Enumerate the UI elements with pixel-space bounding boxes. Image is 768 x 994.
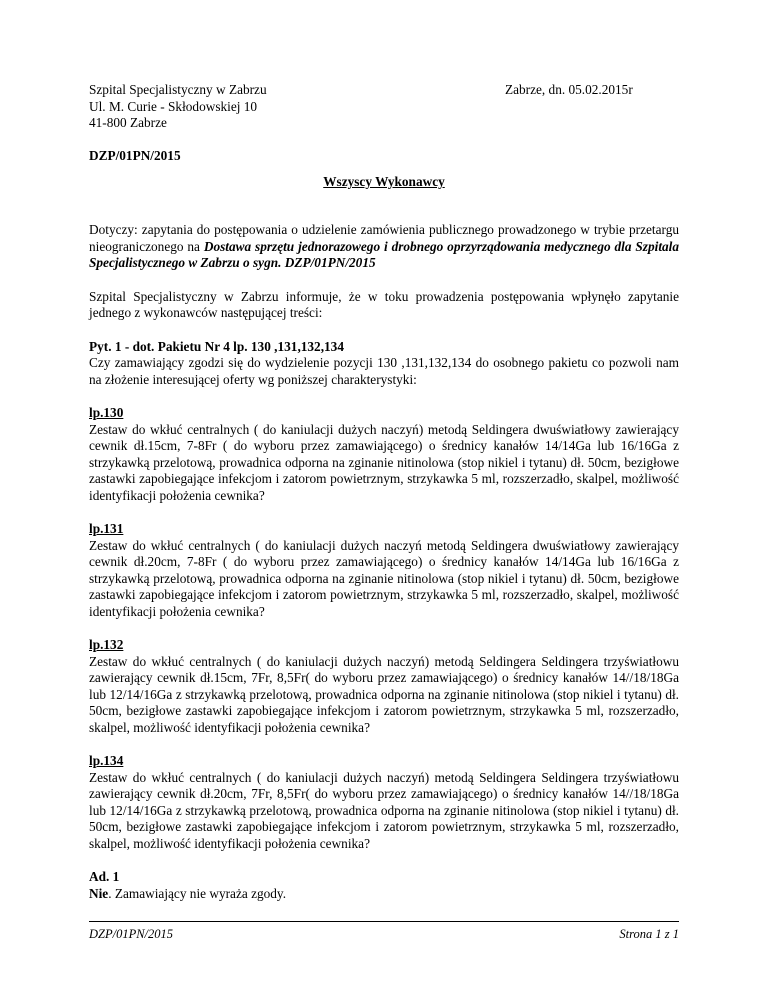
item-block-131 xyxy=(89,521,679,620)
subject-prefix: Dotyczy: zapytania do postępowania o udzielenie zamówienia publicznego prowadzonego w trybie przetargu nieograniczonego na xyxy=(89,222,679,254)
item-label: lp.132 xyxy=(89,637,124,652)
item-label: lp.134 xyxy=(89,753,124,768)
subject-paragraph xyxy=(89,222,679,272)
sender-address xyxy=(89,82,267,132)
question-heading: Pyt. 1 - dot. Pakietu Nr 4 lp. 130 ,131,132,134 xyxy=(89,338,344,354)
footer-reference: DZP/01PN/2015 xyxy=(89,927,174,941)
question-text: Czy zamawiający zgodzi się do wydzielenie pozycji 130 ,131,132,134 do osobnego pakietu co pozwoli nam na złożenie interesującej oferty wg poniższej charakterystyki: xyxy=(89,355,679,387)
answer-heading: Ad. 1 xyxy=(89,869,120,884)
item-block-130 xyxy=(89,405,679,504)
place-date: Zabrze, dn. 05.02.2015r xyxy=(505,82,633,97)
answer-text xyxy=(89,886,679,903)
item-label: lp.131 xyxy=(89,521,124,536)
subject-title: Dostawa sprzętu jednorazowego i drobnego oprzyrządowania medycznego dla Szpitala Specjalistycznego w Zabrzu o sygn. DZP/01PN/2015 xyxy=(89,238,680,270)
question-block xyxy=(89,339,679,389)
answer-rest: . Zamawiający nie wyraża zgody. xyxy=(108,885,287,901)
item-block-134 xyxy=(89,753,679,852)
reference-number: DZP/01PN/2015 xyxy=(89,148,181,163)
answer-bold: Nie xyxy=(89,885,109,901)
item-text: Zestaw do wkłuć centralnych ( do kaniulacji dużych naczyń) metodą Seldingera Seldingera trzyświatłowu zawierający cewnik dł.20cm, 7Fr, 8,5Fr( do wyboru przez zamawiającego) o średnicy kanałów 14//18/18Ga lub 12/14/16Ga z strzykawką przelotową, prowadnica odporna na zginanie nitinolowa (stop nikiel i tytanu) dł. 50cm, bezigłowe zastawki zapobiegające infekcjom i zatorom powietrznym, strzykawka 5 ml, rozszerzadło, skalpel, możliwość identyfikacji położenia cewnika? xyxy=(89,769,679,851)
addressee: Wszyscy Wykonawcy xyxy=(323,174,445,189)
item-text: Zestaw do wkłuć centralnych ( do kaniulacji dużych naczyń) metodą Seldingera Seldingera trzyświatłowu zawierający cewnik dł.15cm, 7Fr, 8,5Fr( do wyboru przez zamawiającego) o średnicy kanałów 14//18/18Ga lub 12/14/16Ga z strzykawką przelotową, prowadnica odporna na zginanie nitinolowa (stop nikiel i tytanu) dł. 50cm, bezigłowe zastawki zapobiegające infekcjom i zatorom powietrznym, strzykawka 5 ml, rozszerzadło, skalpel, możliwość identyfikacji położenia cewnika? xyxy=(89,653,679,735)
footer-divider xyxy=(89,921,679,922)
sender-city: 41-800 Zabrze xyxy=(89,115,167,130)
answer-block xyxy=(89,869,679,902)
item-text: Zestaw do wkłuć centralnych ( do kaniulacji dużych naczyń metodą Seldingera dwuświatłowy zawierający cewnik dł.20cm, 7-8Fr ( do wyboru przez zamawiającego) o średnicy kanałów 14/14Ga lub 16/16Ga z strzykawką przelotową, prowadnica odporna na zginanie nitinolowa (stop nikiel i tytanu) dł. 50cm, bezigłowe zastawki zapobiegające infekcjom i zatorom powietrznym, strzykawka 5 ml, rozszerzadło, skalpel, możliwość identyfikacji położenia cewnika? xyxy=(89,537,679,619)
letter-body xyxy=(89,222,679,919)
footer-page-number: Strona 1 z 1 xyxy=(619,927,679,941)
sender-name: Szpital Specjalistyczny w Zabrzu xyxy=(89,82,267,97)
item-label: lp.130 xyxy=(89,405,124,420)
sender-street: Ul. M. Curie - Skłodowskiej 10 xyxy=(89,98,258,114)
item-block-132 xyxy=(89,637,679,736)
item-text: Zestaw do wkłuć centralnych ( do kaniulacji dużych naczyń) metodą Seldingera dwuświatłowy zawierający cewnik dł.15cm, 7-8Fr ( do wyboru przez zamawiającego) o średnicy kanałów 14/14Ga lub 16/16Ga z strzykawką przelotową, prowadnica odporna na zginanie nitinolowa (stop nikiel i tytanu) dł. 50cm, bezigłowe zastawki zapobiegające infekcjom i zatorom powietrznym, strzykawka 5 ml, rozszerzadło, skalpel, możliwość identyfikacji położenia cewnika? xyxy=(89,421,679,503)
intro-paragraph: Szpital Specjalistyczny w Zabrzu informuje, że w toku prowadzenia postępowania wpłynęło zapytanie jednego z wykonawców następującej treści: xyxy=(89,288,679,320)
